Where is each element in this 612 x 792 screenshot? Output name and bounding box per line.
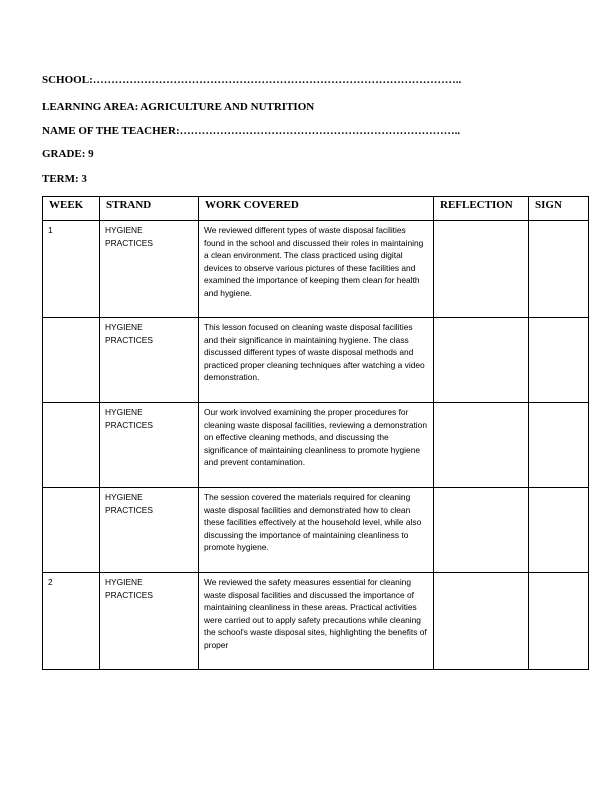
learning-area: LEARNING AREA: AGRICULTURE AND NUTRITION — [42, 101, 315, 113]
work-covered-cell: This lesson focused on cleaning waste disposal facilities and their significance in maintaining hygiene. The class discussed different types of waste disposal methods and practiced proper cleaning techniques after watching a video demonstration. — [199, 318, 434, 403]
strand-cell: HYGIENE PRACTICES — [100, 488, 199, 573]
sign-cell — [529, 318, 589, 403]
week-cell — [43, 403, 100, 488]
reflection-cell — [434, 488, 529, 573]
table-row — [43, 403, 589, 488]
term: TERM: 3 — [42, 173, 87, 185]
reflection-cell — [434, 573, 529, 670]
work-covered-cell: The session covered the materials required for cleaning waste disposal facilities and demonstrated how to clean these facilities effectively at the household level, while also discussing the importance of maintaining cleanliness to promote hygiene. — [199, 488, 434, 573]
column-header-reflection: REFLECTION — [434, 197, 529, 221]
reflection-cell — [434, 403, 529, 488]
column-header-strand: STRAND — [100, 197, 199, 221]
teacher-name-field: NAME OF THE TEACHER:………………………………………………………………….. — [42, 125, 461, 137]
sign-cell — [529, 573, 589, 670]
week-cell: 1 — [43, 221, 100, 318]
work-covered-cell: We reviewed the safety measures essential for cleaning waste disposal facilities and discussed the importance of maintaining cleanliness in these areas. Practical activities were carried out to apply safety precautions while cleaning the school's waste disposal sites, highlighting the benefits of proper — [199, 573, 434, 670]
column-header-week: WEEK — [43, 197, 100, 221]
school-field: SCHOOL:……………………………………………………………………………………….. — [42, 74, 462, 86]
record-of-work-table — [42, 196, 589, 670]
strand-cell: HYGIENE PRACTICES — [100, 221, 199, 318]
strand-cell: HYGIENE PRACTICES — [100, 318, 199, 403]
work-covered-cell: We reviewed different types of waste disposal facilities found in the school and discussed their roles in maintaining a clean environment. The class practiced using digital devices to observe various pictures of these facilities and examined the importance of keeping them clean for health and hygiene. — [199, 221, 434, 318]
table-row — [43, 488, 589, 573]
reflection-cell — [434, 318, 529, 403]
strand-cell: HYGIENE PRACTICES — [100, 403, 199, 488]
column-header-sign: SIGN — [529, 197, 589, 221]
week-cell — [43, 318, 100, 403]
column-header-work-covered: WORK COVERED — [199, 197, 434, 221]
table-row — [43, 221, 589, 318]
sign-cell — [529, 221, 589, 318]
strand-cell: HYGIENE PRACTICES — [100, 573, 199, 670]
week-cell — [43, 488, 100, 573]
sign-cell — [529, 403, 589, 488]
table-header-row — [43, 197, 589, 221]
reflection-cell — [434, 221, 529, 318]
week-cell: 2 — [43, 573, 100, 670]
grade: GRADE: 9 — [42, 148, 94, 160]
table-row — [43, 573, 589, 670]
table-row — [43, 318, 589, 403]
work-covered-cell: Our work involved examining the proper procedures for cleaning waste disposal facilities, reviewing a demonstration on effective cleaning methods, and discussing the significance of maintaining cleanliness to promote hygiene and prevent contamination. — [199, 403, 434, 488]
sign-cell — [529, 488, 589, 573]
